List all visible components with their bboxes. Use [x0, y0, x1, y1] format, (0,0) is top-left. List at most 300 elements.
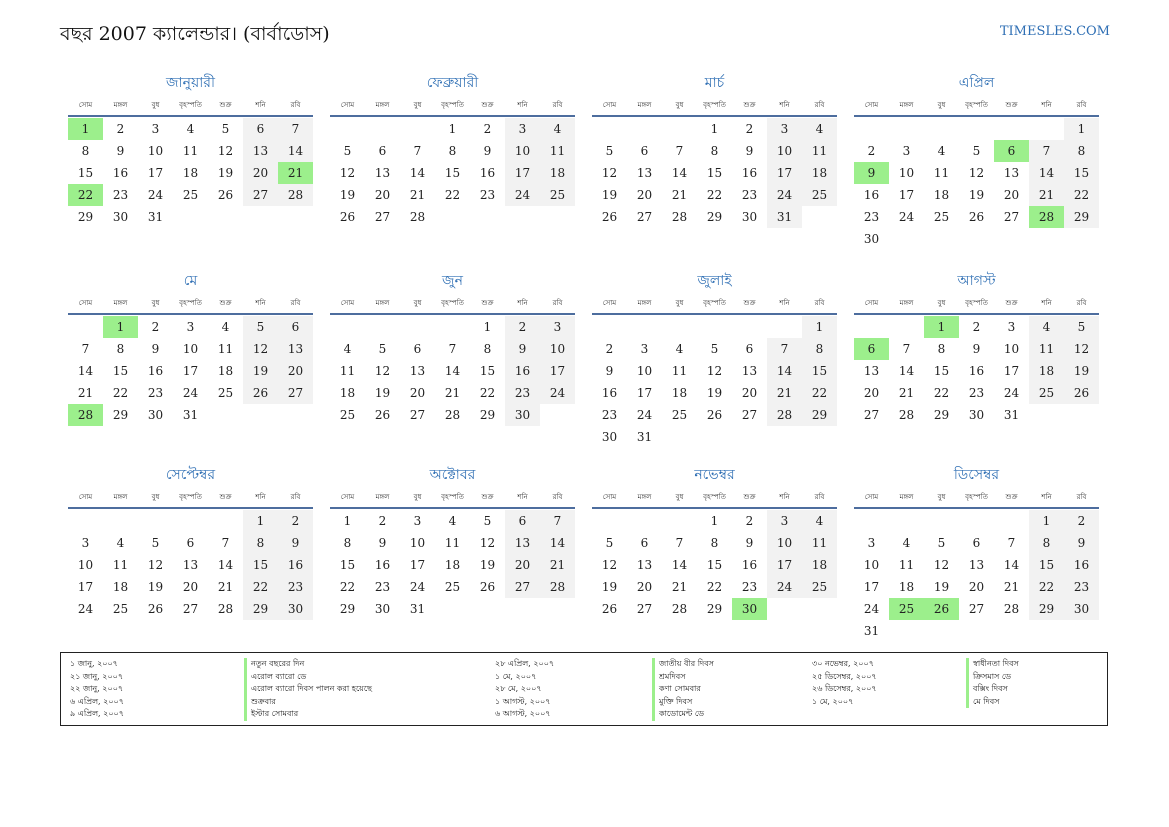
day-cell[interactable]: 16 [1064, 554, 1099, 576]
day-cell[interactable]: 5 [937, 536, 946, 550]
day-cell[interactable]: 9 [278, 532, 313, 554]
holiday-day-cell[interactable]: 9 [854, 162, 889, 184]
holiday-day-cell[interactable]: 26 [924, 598, 959, 620]
day-cell[interactable]: 5 [243, 316, 278, 338]
day-cell[interactable]: 15 [444, 166, 461, 180]
day-cell[interactable]: 16 [112, 166, 129, 180]
day-cell[interactable]: 15 [933, 364, 950, 378]
day-cell[interactable]: 28 [409, 210, 426, 224]
day-cell[interactable]: 23 [112, 188, 129, 202]
day-cell[interactable]: 9 [1064, 532, 1099, 554]
day-cell[interactable]: 13 [278, 338, 313, 360]
day-cell[interactable]: 4 [902, 536, 911, 550]
day-cell[interactable]: 26 [339, 210, 356, 224]
day-cell[interactable]: 10 [863, 558, 880, 572]
day-cell[interactable]: 4 [186, 122, 195, 136]
day-cell[interactable]: 18 [802, 162, 837, 184]
day-cell[interactable]: 14 [77, 364, 94, 378]
day-cell[interactable]: 7 [1029, 140, 1064, 162]
day-cell[interactable]: 29 [933, 408, 950, 422]
day-cell[interactable]: 4 [937, 144, 946, 158]
day-cell[interactable]: 21 [671, 580, 688, 594]
day-cell[interactable]: 12 [217, 144, 234, 158]
day-cell[interactable]: 23 [374, 580, 391, 594]
day-cell[interactable]: 7 [413, 144, 422, 158]
day-cell[interactable]: 31 [636, 430, 653, 444]
day-cell[interactable]: 8 [343, 536, 352, 550]
day-cell[interactable]: 17 [77, 580, 94, 594]
day-cell[interactable]: 20 [409, 386, 426, 400]
day-cell[interactable]: 4 [221, 320, 230, 334]
day-cell[interactable]: 17 [767, 554, 802, 576]
day-cell[interactable]: 1 [802, 316, 837, 338]
day-cell[interactable]: 22 [444, 188, 461, 202]
day-cell[interactable]: 1 [448, 122, 457, 136]
day-cell[interactable]: 11 [802, 532, 837, 554]
day-cell[interactable]: 21 [898, 386, 915, 400]
day-cell[interactable]: 19 [479, 558, 496, 572]
day-cell[interactable]: 13 [409, 364, 426, 378]
day-cell[interactable]: 7 [540, 510, 575, 532]
day-cell[interactable]: 9 [378, 536, 387, 550]
day-cell[interactable]: 27 [636, 602, 653, 616]
day-cell[interactable]: 26 [217, 188, 234, 202]
day-cell[interactable]: 25 [182, 188, 199, 202]
day-cell[interactable]: 6 [243, 118, 278, 140]
day-cell[interactable]: 29 [1029, 598, 1064, 620]
day-cell[interactable]: 30 [374, 602, 391, 616]
day-cell[interactable]: 24 [147, 188, 164, 202]
day-cell[interactable]: 4 [448, 514, 457, 528]
day-cell[interactable]: 25 [339, 408, 356, 422]
day-cell[interactable]: 25 [802, 184, 837, 206]
day-cell[interactable]: 30 [278, 598, 313, 620]
day-cell[interactable]: 11 [339, 364, 356, 378]
day-cell[interactable]: 19 [933, 580, 950, 594]
day-cell[interactable]: 29 [802, 404, 837, 426]
day-cell[interactable]: 16 [278, 554, 313, 576]
day-cell[interactable]: 6 [505, 510, 540, 532]
holiday-day-cell[interactable]: 21 [278, 162, 313, 184]
day-cell[interactable]: 26 [147, 602, 164, 616]
day-cell[interactable]: 29 [339, 602, 356, 616]
day-cell[interactable]: 27 [243, 184, 278, 206]
day-cell[interactable]: 27 [182, 602, 199, 616]
day-cell[interactable]: 12 [601, 166, 618, 180]
day-cell[interactable]: 12 [374, 364, 391, 378]
day-cell[interactable]: 8 [81, 144, 90, 158]
day-cell[interactable]: 14 [898, 364, 915, 378]
day-cell[interactable]: 14 [278, 140, 313, 162]
day-cell[interactable]: 3 [151, 122, 160, 136]
day-cell[interactable]: 29 [479, 408, 496, 422]
day-cell[interactable]: 3 [640, 342, 649, 356]
day-cell[interactable]: 3 [81, 536, 90, 550]
holiday-day-cell[interactable]: 22 [68, 184, 103, 206]
day-cell[interactable]: 28 [767, 404, 802, 426]
day-cell[interactable]: 11 [898, 558, 915, 572]
day-cell[interactable]: 8 [937, 342, 946, 356]
day-cell[interactable]: 18 [933, 188, 950, 202]
day-cell[interactable]: 24 [898, 210, 915, 224]
day-cell[interactable]: 27 [505, 576, 540, 598]
day-cell[interactable]: 21 [409, 188, 426, 202]
day-cell[interactable]: 1 [1029, 510, 1064, 532]
day-cell[interactable]: 23 [601, 408, 618, 422]
day-cell[interactable]: 28 [217, 602, 234, 616]
day-cell[interactable]: 2 [116, 122, 125, 136]
day-cell[interactable]: 8 [1064, 140, 1099, 162]
day-cell[interactable]: 5 [483, 514, 492, 528]
day-cell[interactable]: 30 [741, 210, 758, 224]
day-cell[interactable]: 17 [540, 360, 575, 382]
day-cell[interactable]: 3 [413, 514, 422, 528]
day-cell[interactable]: 19 [601, 188, 618, 202]
day-cell[interactable]: 14 [217, 558, 234, 572]
day-cell[interactable]: 19 [968, 188, 985, 202]
day-cell[interactable]: 25 [802, 576, 837, 598]
day-cell[interactable]: 20 [182, 580, 199, 594]
day-cell[interactable]: 14 [671, 166, 688, 180]
day-cell[interactable]: 13 [636, 558, 653, 572]
day-cell[interactable]: 9 [483, 144, 492, 158]
day-cell[interactable]: 18 [444, 558, 461, 572]
day-cell[interactable]: 11 [540, 140, 575, 162]
day-cell[interactable]: 3 [540, 316, 575, 338]
day-cell[interactable]: 24 [863, 602, 880, 616]
day-cell[interactable]: 10 [636, 364, 653, 378]
day-cell[interactable]: 10 [767, 532, 802, 554]
day-cell[interactable]: 9 [745, 144, 754, 158]
day-cell[interactable]: 9 [605, 364, 614, 378]
day-cell[interactable]: 19 [706, 386, 723, 400]
day-cell[interactable]: 13 [968, 558, 985, 572]
day-cell[interactable]: 24 [1003, 386, 1020, 400]
day-cell[interactable]: 9 [116, 144, 125, 158]
day-cell[interactable]: 31 [767, 206, 802, 228]
day-cell[interactable]: 23 [147, 386, 164, 400]
day-cell[interactable]: 2 [1064, 510, 1099, 532]
day-cell[interactable]: 19 [217, 166, 234, 180]
day-cell[interactable]: 10 [182, 342, 199, 356]
day-cell[interactable]: 29 [243, 598, 278, 620]
day-cell[interactable]: 6 [186, 536, 195, 550]
day-cell[interactable]: 19 [147, 580, 164, 594]
holiday-day-cell[interactable]: 28 [68, 404, 103, 426]
day-cell[interactable]: 14 [767, 360, 802, 382]
day-cell[interactable]: 20 [505, 554, 540, 576]
day-cell[interactable]: 17 [182, 364, 199, 378]
day-cell[interactable]: 7 [448, 342, 457, 356]
day-cell[interactable]: 18 [540, 162, 575, 184]
day-cell[interactable]: 14 [444, 364, 461, 378]
day-cell[interactable]: 21 [671, 188, 688, 202]
day-cell[interactable]: 16 [147, 364, 164, 378]
day-cell[interactable]: 8 [116, 342, 125, 356]
day-cell[interactable]: 16 [505, 360, 540, 382]
day-cell[interactable]: 11 [1029, 338, 1064, 360]
day-cell[interactable]: 12 [479, 536, 496, 550]
day-cell[interactable]: 16 [863, 188, 880, 202]
day-cell[interactable]: 1 [710, 122, 719, 136]
day-cell[interactable]: 17 [147, 166, 164, 180]
day-cell[interactable]: 13 [741, 364, 758, 378]
day-cell[interactable]: 23 [741, 188, 758, 202]
day-cell[interactable]: 28 [540, 576, 575, 598]
day-cell[interactable]: 4 [343, 342, 352, 356]
holiday-day-cell[interactable]: 1 [68, 118, 103, 140]
day-cell[interactable]: 11 [933, 166, 950, 180]
day-cell[interactable]: 31 [182, 408, 199, 422]
day-cell[interactable]: 8 [483, 342, 492, 356]
day-cell[interactable]: 18 [671, 386, 688, 400]
day-cell[interactable]: 4 [540, 118, 575, 140]
day-cell[interactable]: 12 [1064, 338, 1099, 360]
day-cell[interactable]: 15 [243, 554, 278, 576]
day-cell[interactable]: 18 [217, 364, 234, 378]
day-cell[interactable]: 31 [147, 210, 164, 224]
day-cell[interactable]: 6 [278, 316, 313, 338]
day-cell[interactable]: 29 [77, 210, 94, 224]
day-cell[interactable]: 29 [706, 602, 723, 616]
day-cell[interactable]: 10 [898, 166, 915, 180]
day-cell[interactable]: 4 [802, 118, 837, 140]
day-cell[interactable]: 26 [968, 210, 985, 224]
day-cell[interactable]: 13 [1003, 166, 1020, 180]
day-cell[interactable]: 15 [479, 364, 496, 378]
day-cell[interactable]: 15 [1064, 162, 1099, 184]
day-cell[interactable]: 30 [601, 430, 618, 444]
day-cell[interactable]: 24 [636, 408, 653, 422]
day-cell[interactable]: 3 [505, 118, 540, 140]
day-cell[interactable]: 23 [741, 580, 758, 594]
day-cell[interactable]: 15 [1029, 554, 1064, 576]
day-cell[interactable]: 15 [706, 558, 723, 572]
day-cell[interactable]: 8 [802, 338, 837, 360]
day-cell[interactable]: 19 [1064, 360, 1099, 382]
day-cell[interactable]: 19 [339, 188, 356, 202]
day-cell[interactable]: 23 [278, 576, 313, 598]
day-cell[interactable]: 21 [444, 386, 461, 400]
day-cell[interactable]: 20 [968, 580, 985, 594]
day-cell[interactable]: 24 [505, 184, 540, 206]
day-cell[interactable]: 18 [1029, 360, 1064, 382]
day-cell[interactable]: 20 [636, 188, 653, 202]
day-cell[interactable]: 3 [867, 536, 876, 550]
day-cell[interactable]: 26 [1064, 382, 1099, 404]
day-cell[interactable]: 23 [1064, 576, 1099, 598]
day-cell[interactable]: 20 [243, 162, 278, 184]
day-cell[interactable]: 17 [636, 386, 653, 400]
day-cell[interactable]: 8 [1029, 532, 1064, 554]
day-cell[interactable]: 24 [767, 184, 802, 206]
day-cell[interactable]: 2 [151, 320, 160, 334]
day-cell[interactable]: 18 [112, 580, 129, 594]
day-cell[interactable]: 6 [378, 144, 387, 158]
day-cell[interactable]: 22 [706, 188, 723, 202]
day-cell[interactable]: 10 [147, 144, 164, 158]
day-cell[interactable]: 28 [671, 602, 688, 616]
day-cell[interactable]: 10 [540, 338, 575, 360]
day-cell[interactable]: 4 [802, 510, 837, 532]
day-cell[interactable]: 24 [767, 576, 802, 598]
day-cell[interactable]: 5 [221, 122, 230, 136]
day-cell[interactable]: 29 [112, 408, 129, 422]
day-cell[interactable]: 6 [972, 536, 981, 550]
day-cell[interactable]: 14 [1003, 558, 1020, 572]
day-cell[interactable]: 31 [1003, 408, 1020, 422]
day-cell[interactable]: 17 [898, 188, 915, 202]
day-cell[interactable]: 27 [636, 210, 653, 224]
day-cell[interactable]: 11 [444, 536, 461, 550]
day-cell[interactable]: 6 [640, 144, 649, 158]
day-cell[interactable]: 27 [741, 408, 758, 422]
day-cell[interactable]: 28 [671, 210, 688, 224]
holiday-day-cell[interactable]: 6 [854, 338, 889, 360]
day-cell[interactable]: 5 [151, 536, 160, 550]
day-cell[interactable]: 23 [505, 382, 540, 404]
day-cell[interactable]: 7 [675, 536, 684, 550]
day-cell[interactable]: 3 [902, 144, 911, 158]
day-cell[interactable]: 13 [243, 140, 278, 162]
day-cell[interactable]: 15 [77, 166, 94, 180]
day-cell[interactable]: 30 [968, 408, 985, 422]
day-cell[interactable]: 16 [968, 364, 985, 378]
day-cell[interactable]: 22 [706, 580, 723, 594]
day-cell[interactable]: 25 [933, 210, 950, 224]
day-cell[interactable]: 13 [863, 364, 880, 378]
day-cell[interactable]: 31 [863, 624, 880, 638]
day-cell[interactable]: 30 [112, 210, 129, 224]
day-cell[interactable]: 21 [217, 580, 234, 594]
day-cell[interactable]: 30 [505, 404, 540, 426]
day-cell[interactable]: 22 [1064, 184, 1099, 206]
day-cell[interactable]: 17 [767, 162, 802, 184]
day-cell[interactable]: 15 [706, 166, 723, 180]
day-cell[interactable]: 14 [409, 166, 426, 180]
day-cell[interactable]: 28 [898, 408, 915, 422]
holiday-day-cell[interactable]: 1 [924, 316, 959, 338]
day-cell[interactable]: 13 [505, 532, 540, 554]
day-cell[interactable]: 12 [933, 558, 950, 572]
day-cell[interactable]: 16 [374, 558, 391, 572]
day-cell[interactable]: 5 [605, 144, 614, 158]
day-cell[interactable]: 27 [1003, 210, 1020, 224]
day-cell[interactable]: 24 [540, 382, 575, 404]
day-cell[interactable]: 25 [112, 602, 129, 616]
day-cell[interactable]: 30 [1064, 598, 1099, 620]
day-cell[interactable]: 4 [675, 342, 684, 356]
day-cell[interactable]: 23 [863, 210, 880, 224]
day-cell[interactable]: 20 [741, 386, 758, 400]
day-cell[interactable]: 2 [278, 510, 313, 532]
day-cell[interactable]: 16 [479, 166, 496, 180]
day-cell[interactable]: 21 [540, 554, 575, 576]
brand-link[interactable]: TIMESLES.COM [999, 24, 1110, 39]
day-cell[interactable]: 11 [112, 558, 129, 572]
day-cell[interactable]: 15 [339, 558, 356, 572]
day-cell[interactable]: 5 [1064, 316, 1099, 338]
day-cell[interactable]: 14 [671, 558, 688, 572]
day-cell[interactable]: 29 [1064, 206, 1099, 228]
holiday-day-cell[interactable]: 28 [1029, 206, 1064, 228]
day-cell[interactable]: 22 [1029, 576, 1064, 598]
day-cell[interactable]: 8 [710, 144, 719, 158]
holiday-day-cell[interactable]: 30 [732, 598, 767, 620]
day-cell[interactable]: 24 [182, 386, 199, 400]
day-cell[interactable]: 2 [972, 320, 981, 334]
day-cell[interactable]: 9 [151, 342, 160, 356]
day-cell[interactable]: 10 [767, 140, 802, 162]
day-cell[interactable]: 5 [343, 144, 352, 158]
day-cell[interactable]: 11 [802, 140, 837, 162]
day-cell[interactable]: 22 [243, 576, 278, 598]
day-cell[interactable]: 5 [710, 342, 719, 356]
day-cell[interactable]: 11 [182, 144, 199, 158]
day-cell[interactable]: 20 [374, 188, 391, 202]
day-cell[interactable]: 22 [802, 382, 837, 404]
day-cell[interactable]: 31 [409, 602, 426, 616]
day-cell[interactable]: 18 [802, 554, 837, 576]
day-cell[interactable]: 23 [479, 188, 496, 202]
day-cell[interactable]: 11 [671, 364, 688, 378]
day-cell[interactable]: 21 [1029, 184, 1064, 206]
day-cell[interactable]: 13 [636, 166, 653, 180]
day-cell[interactable]: 3 [186, 320, 195, 334]
day-cell[interactable]: 28 [278, 184, 313, 206]
day-cell[interactable]: 14 [540, 532, 575, 554]
day-cell[interactable]: 20 [863, 386, 880, 400]
day-cell[interactable]: 10 [505, 140, 540, 162]
day-cell[interactable]: 1 [343, 514, 352, 528]
day-cell[interactable]: 25 [217, 386, 234, 400]
day-cell[interactable]: 17 [1003, 364, 1020, 378]
day-cell[interactable]: 7 [221, 536, 230, 550]
day-cell[interactable]: 26 [601, 210, 618, 224]
day-cell[interactable]: 1 [243, 510, 278, 532]
day-cell[interactable]: 24 [77, 602, 94, 616]
day-cell[interactable]: 2 [745, 122, 754, 136]
day-cell[interactable]: 3 [1007, 320, 1016, 334]
day-cell[interactable]: 26 [601, 602, 618, 616]
day-cell[interactable]: 1 [710, 514, 719, 528]
day-cell[interactable]: 16 [741, 166, 758, 180]
day-cell[interactable]: 22 [933, 386, 950, 400]
day-cell[interactable]: 19 [243, 360, 278, 382]
day-cell[interactable]: 5 [972, 144, 981, 158]
day-cell[interactable]: 1 [1064, 118, 1099, 140]
day-cell[interactable]: 8 [243, 532, 278, 554]
day-cell[interactable]: 27 [409, 408, 426, 422]
day-cell[interactable]: 13 [374, 166, 391, 180]
day-cell[interactable]: 19 [374, 386, 391, 400]
day-cell[interactable]: 9 [745, 536, 754, 550]
day-cell[interactable]: 18 [898, 580, 915, 594]
day-cell[interactable]: 2 [867, 144, 876, 158]
day-cell[interactable]: 29 [706, 210, 723, 224]
holiday-day-cell[interactable]: 1 [103, 316, 138, 338]
day-cell[interactable]: 27 [278, 382, 313, 404]
day-cell[interactable]: 12 [706, 364, 723, 378]
day-cell[interactable]: 27 [374, 210, 391, 224]
day-cell[interactable]: 15 [802, 360, 837, 382]
day-cell[interactable]: 25 [444, 580, 461, 594]
day-cell[interactable]: 21 [77, 386, 94, 400]
holiday-day-cell[interactable]: 25 [889, 598, 924, 620]
day-cell[interactable]: 20 [1003, 188, 1020, 202]
day-cell[interactable]: 23 [968, 386, 985, 400]
day-cell[interactable]: 4 [116, 536, 125, 550]
